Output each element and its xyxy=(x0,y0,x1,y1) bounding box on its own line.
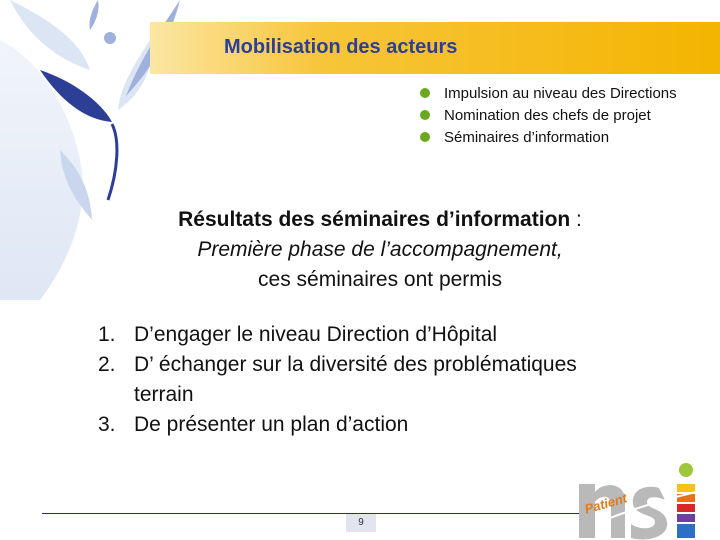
bullet-item xyxy=(420,82,677,104)
results-heading-bold: Résultats des séminaires d’information xyxy=(178,208,571,231)
page-number: 9 xyxy=(346,514,376,532)
bullet-text: Séminaires d’information xyxy=(444,128,610,146)
list-number xyxy=(98,380,134,410)
list-text: terrain xyxy=(134,383,194,406)
numbered-list xyxy=(98,320,577,440)
list-item xyxy=(98,380,577,410)
results-heading xyxy=(80,205,680,235)
bullet-text: Nomination des chefs de projet xyxy=(444,106,651,124)
results-heading-suffix: : xyxy=(570,208,582,231)
bullet-item xyxy=(420,104,677,126)
list-number: 3. xyxy=(98,413,116,436)
bullet-dot-icon xyxy=(420,88,430,98)
list-item xyxy=(98,320,577,350)
list-item xyxy=(98,350,577,380)
footer-divider xyxy=(42,513,590,514)
bullet-dot-icon xyxy=(420,110,430,120)
results-line-3: ces séminaires ont permis xyxy=(258,268,502,291)
results-block xyxy=(80,205,680,295)
list-text: D’ échanger sur la diversité des problématiques xyxy=(134,353,577,376)
bullet-dot-icon xyxy=(420,132,430,142)
slide-title: Mobilisation des acteurs xyxy=(224,36,458,58)
list-text: D’engager le niveau Direction d’Hôpital xyxy=(134,323,498,346)
list-text: De présenter un plan d’action xyxy=(134,413,409,436)
results-line-2: Première phase de l’accompagnement, xyxy=(197,238,563,261)
bullet-item xyxy=(420,126,677,148)
list-number: 2. xyxy=(98,353,116,376)
list-number: 1. xyxy=(98,323,116,346)
bullet-text: Impulsion au niveau des Directions xyxy=(444,84,677,102)
list-item xyxy=(98,410,577,440)
logo-tagline: Patient xyxy=(582,490,629,517)
bullet-list xyxy=(420,82,677,148)
